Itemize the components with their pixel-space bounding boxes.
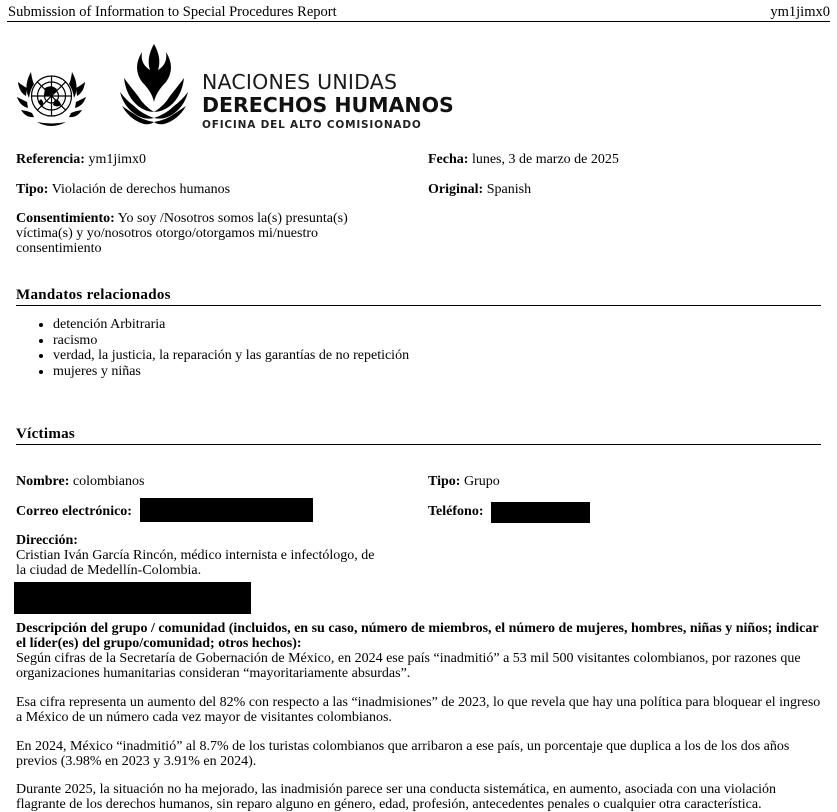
mandatos-heading: Mandatos relacionados bbox=[16, 287, 821, 306]
consentimiento-field: Consentimiento: Yo soy /Nosotros somos la(s) presunta(s) víctima(s) y yo/nosotros otorgo/otorgamos mi/nuestro consentimiento bbox=[16, 211, 348, 256]
original-field: Original: Spanish bbox=[428, 182, 532, 197]
original-value: Spanish bbox=[486, 182, 532, 197]
redacted-phone bbox=[491, 502, 590, 523]
referencia-field: Referencia: ym1jimx0 bbox=[16, 152, 146, 167]
report-code: ym1jimx0 bbox=[770, 4, 830, 20]
descripcion-label: Descripción del grupo / comunidad (incluidos, en su caso, número de miembros, el número de mujeres, hombres, niñas y niños; indicar el líder(es) del grupo/comunidad; otros hechos): bbox=[16, 621, 819, 651]
paragraph: Esa cifra representa un aumento del 82% con respecto a las “inadmisiones” de 2023, lo que revela que hay una política para bloquear el ingreso a México de un número cada vez mayor de visitantes colombianos. bbox=[16, 695, 821, 725]
report-title: Submission of Information to Special Procedures Report bbox=[8, 4, 337, 20]
direccion-label: Dirección: bbox=[16, 533, 78, 548]
tipo-victima-value: Grupo bbox=[463, 474, 500, 489]
redacted-block bbox=[14, 582, 251, 614]
list-item: • racismo bbox=[53, 333, 409, 349]
nombre-value: colombianos bbox=[72, 474, 145, 489]
telefono-field: Teléfono: bbox=[428, 504, 484, 519]
tipo-value: Violación de derechos humanos bbox=[51, 182, 231, 197]
fecha-value: lunes, 3 de marzo de 2025 bbox=[471, 152, 619, 167]
human-rights-logo-icon bbox=[118, 44, 190, 132]
tipo-field: Tipo: Violación de derechos humanos bbox=[16, 182, 231, 197]
paragraph: En 2024, México “inadmitió” al 8.7% de los turistas colombianos que arribaron a ese país, un porcentaje que duplica a los de los dos años previos (3.98% en 2023 y 3.91% en 2024). bbox=[16, 739, 790, 769]
direccion-value: Cristian Iván García Rincón, médico internista e infectólogo, de la ciudad de Medellín-Colombia. bbox=[16, 548, 375, 578]
nombre-field: Nombre: colombianos bbox=[16, 474, 145, 489]
tipo-victima-field: Tipo: Grupo bbox=[428, 474, 500, 489]
fecha-field: Fecha: lunes, 3 de marzo de 2025 bbox=[428, 152, 619, 167]
correo-field: Correo electrónico: bbox=[16, 504, 132, 519]
referencia-value: ym1jimx0 bbox=[88, 152, 146, 167]
un-emblem-icon bbox=[15, 66, 88, 130]
paragraph: Durante 2025, la situación no ha mejorado, las inadmisión parece ser una conducta sistemática, en aumento, asociada con una violación flagrante de los derechos humanos, sin reparo alguno en género, edad, profesión, antecedentes penales o cualquier otra característica. bbox=[16, 782, 777, 812]
list-item: • detención Arbitraria bbox=[53, 317, 409, 333]
list-item: • mujeres y niñas bbox=[53, 364, 409, 380]
ohchr-wordmark: NACIONES UNIDAS DERECHOS HUMANOS OFICINA DEL ALTO COMISIONADO bbox=[202, 70, 454, 131]
redacted-email bbox=[140, 498, 313, 522]
mandatos-list bbox=[16, 317, 409, 379]
victimas-heading: Víctimas bbox=[16, 426, 821, 445]
report-header bbox=[7, 4, 830, 22]
paragraph: Según cifras de la Secretaría de Gobernación de México, en 2024 ese país “inadmitió” a 53 mil 500 visitantes colombianos, por razones que organizaciones humanitarias consideran “mayoritariamente absurdas”. bbox=[16, 651, 801, 681]
consentimiento-value: Yo soy /Nosotros somos la(s) presunta(s) víctima(s) y yo/nosotros otorgo/otorgamos mi/nuestro consentimiento bbox=[16, 211, 348, 256]
list-item: • verdad, la justicia, la reparación y las garantías de no repetición bbox=[53, 348, 409, 364]
